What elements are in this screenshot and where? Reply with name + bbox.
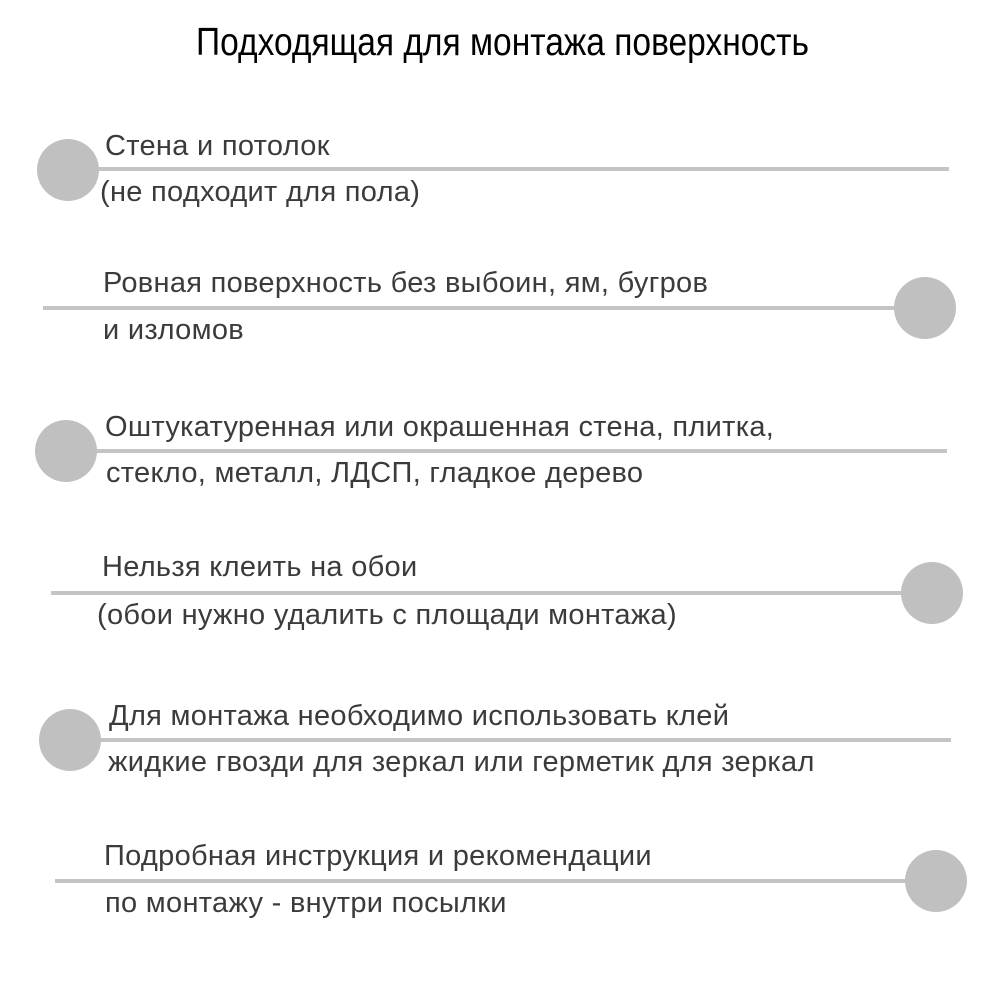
bullet-dot-icon (39, 709, 101, 771)
item-line-1: Стена и потолок (105, 130, 330, 162)
page-title: Подходящая для монтажа поверхность (196, 21, 810, 64)
item-line-1: Нельзя клеить на обои (102, 551, 418, 583)
divider-line (94, 449, 947, 453)
item-line-2: жидкие гвозди для зеркал или герметик для зеркал (108, 746, 815, 778)
item-line-2: по монтажу - внутри посылки (105, 887, 507, 919)
divider-line (99, 738, 951, 742)
bullet-dot-icon (901, 562, 963, 624)
item-line-2: и изломов (103, 314, 244, 346)
bullet-dot-icon (37, 139, 99, 201)
item-line-1: Подробная инструкция и рекомендации (104, 840, 652, 872)
item-line-1: Ровная поверхность без выбоин, ям, бугров (103, 267, 709, 299)
divider-line (96, 167, 949, 171)
item-line-2: стекло, металл, ЛДСП, гладкое дерево (106, 457, 644, 489)
divider-line (43, 306, 903, 310)
bullet-dot-icon (894, 277, 956, 339)
item-line-1: Оштукатуренная или окрашенная стена, плитка, (105, 411, 775, 443)
divider-line (51, 591, 911, 595)
bullet-dot-icon (35, 420, 97, 482)
divider-line (55, 879, 915, 883)
bullet-dot-icon (905, 850, 967, 912)
item-line-2: (не подходит для пола) (100, 176, 421, 208)
item-line-1: Для монтажа необходимо использовать клей (109, 700, 730, 732)
item-line-2: (обои нужно удалить с площади монтажа) (97, 599, 677, 631)
